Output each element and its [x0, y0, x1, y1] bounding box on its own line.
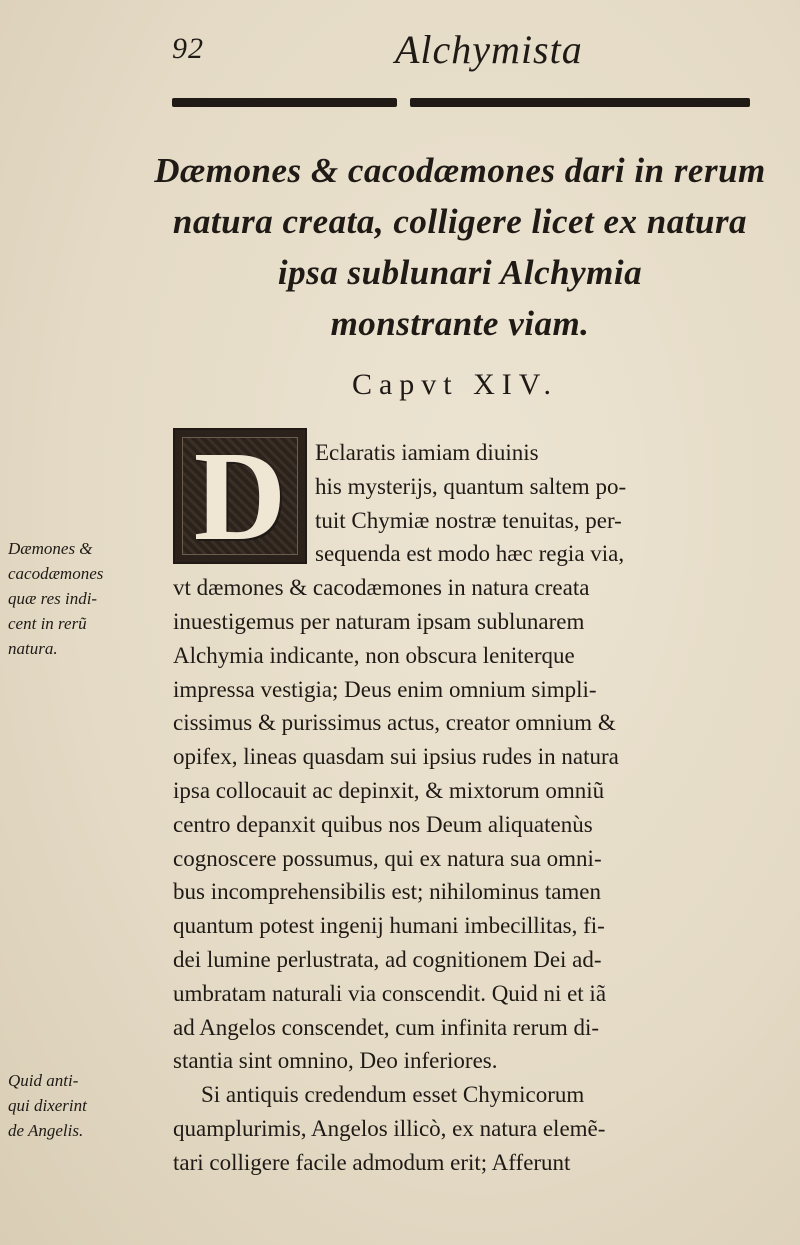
margin-note-line: qui dixerint: [8, 1096, 87, 1115]
header-rule-left: [172, 98, 397, 107]
heading-line: Dæmones & cacodæmones dari in rerum: [154, 151, 766, 190]
text-line: inuestigemus per naturam ipsam sublunarem: [173, 608, 585, 634]
text-line: impressa vestigia; Deus enim omnium simpli-: [173, 676, 597, 702]
text-line: bus incomprehensibilis est; nihilominus tamen: [173, 879, 602, 905]
page-header: [0, 20, 800, 70]
margin-note-line: cent in rerũ: [8, 614, 87, 633]
page-number: 92: [172, 32, 204, 65]
initial-letter: D: [193, 425, 287, 567]
heading-line: monstrante viam.: [330, 304, 590, 343]
margin-note: [8, 536, 103, 661]
text-line: cognoscere possumus, qui ex natura sua omni-: [173, 845, 602, 871]
text-line: tuit Chymiæ nostræ tenuitas, per-: [315, 507, 622, 533]
text-line: Eclaratis iamiam diuinis: [315, 440, 539, 465]
text-line: stantia sint omnino, Deo inferiores.: [173, 1048, 498, 1074]
chapter-title: Capvt XIV.: [351, 368, 559, 401]
margin-note-line: natura.: [8, 639, 58, 658]
heading-line: ipsa sublunari Alchymia: [277, 253, 643, 292]
text-line: vt dæmones & cacodæmones in natura creata: [173, 575, 590, 601]
chapter-heading: [150, 145, 770, 349]
text-line: cissimus & purissimus actus, creator omnium &: [173, 710, 616, 736]
margin-note-line: quæ res indi-: [8, 589, 98, 608]
text-line: dei lumine perlustrata, ad cognitionem Dei ad-: [173, 946, 602, 972]
text-line: ipsa collocauit ac depinxit, & mixtorum omniũ: [173, 777, 605, 803]
text-line: quamplurimis, Angelos illicò, ex natura elemẽ-: [173, 1115, 606, 1141]
text-line: his mysterijs, quantum saltem po-: [315, 473, 627, 499]
text-line: quantum potest ingenij humani imbecillitas, fi-: [173, 913, 605, 939]
running-head: Alchymista: [395, 27, 583, 72]
margin-note: [8, 1068, 87, 1143]
text-line: Alchymia indicante, non obscura leniterque: [173, 642, 575, 668]
text-line: opifex, lineas quasdam sui ipsius rudes in natura: [173, 744, 619, 770]
header-rule-right: [410, 98, 750, 107]
margin-note-line: de Angelis.: [8, 1121, 84, 1140]
text-line: umbratam naturali via conscendit. Quid ni et iã: [173, 980, 607, 1006]
heading-line: natura creata, colligere licet ex natura: [172, 202, 748, 241]
text-line: ad Angelos conscendet, cum infinita rerum di-: [173, 1014, 600, 1040]
margin-note-line: cacodæmones: [8, 564, 104, 583]
text-line: centro depanxit quibus nos Deum aliquatenùs: [173, 811, 593, 837]
body-text: [173, 436, 773, 1180]
text-line: sequenda est modo hæc regia via,: [315, 541, 625, 567]
margin-note-line: Dæmones &: [8, 539, 93, 558]
text-line: tari colligere facile admodum erit; Afferunt: [173, 1149, 571, 1175]
margin-note-line: Quid anti-: [8, 1071, 79, 1090]
text-line: Si antiquis credendum esset Chymicorum: [201, 1082, 585, 1108]
